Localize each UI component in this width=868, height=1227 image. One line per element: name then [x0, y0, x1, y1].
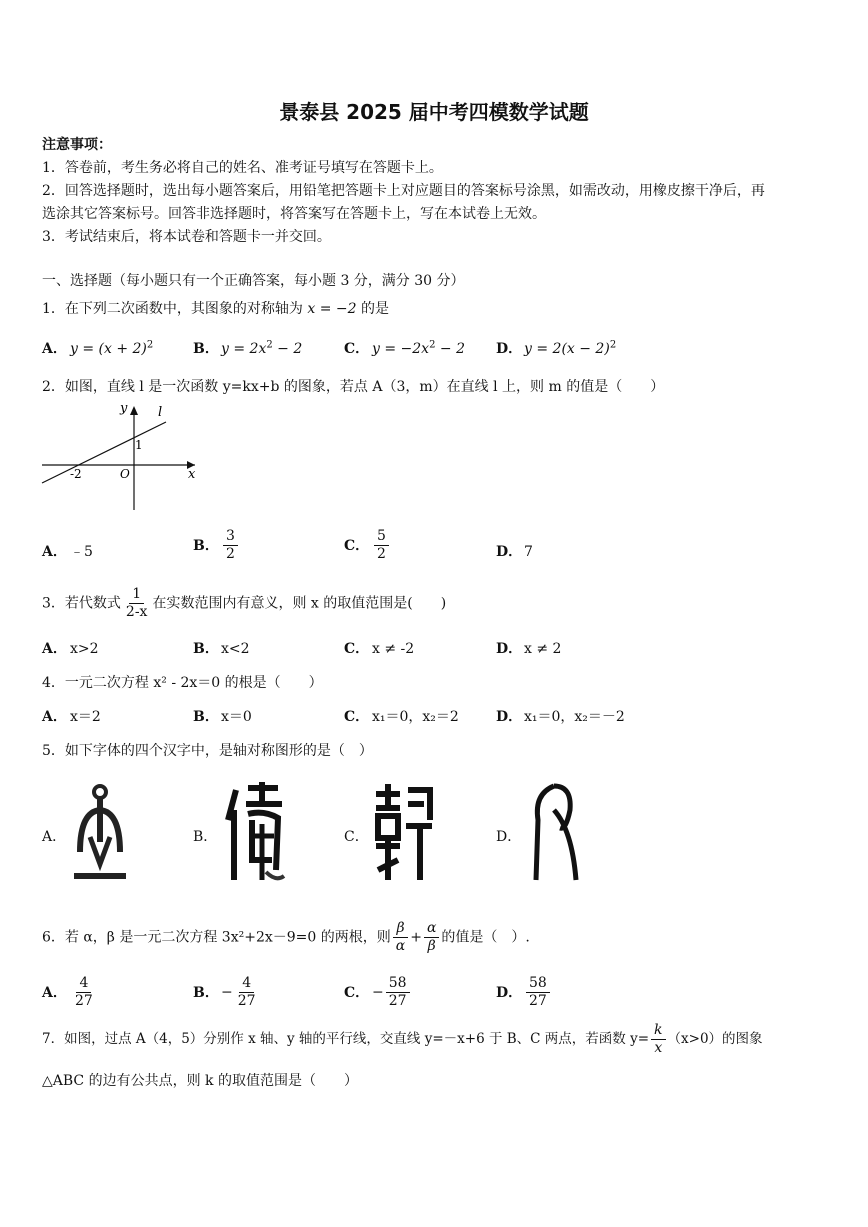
- option-label: C．: [344, 341, 370, 357]
- fraction: [393, 920, 408, 955]
- denominator: β: [427, 938, 436, 954]
- section-heading: 一、选择题（每小题只有一个正确答案，每小题 3 分，满分 30 分）: [42, 273, 465, 289]
- notice-heading: 注意事项：: [42, 137, 112, 153]
- option-label: B．: [193, 641, 219, 657]
- question-7-stem: [42, 1022, 763, 1057]
- q2-option-b: [193, 528, 240, 563]
- option-formula-tail: − 2: [435, 341, 465, 357]
- q1-stem-text: 1．在下列二次函数中，其图象的对称轴为: [42, 301, 303, 317]
- question-4-stem: 4．一元二次方程 x² - 2x＝0 的根是（ ）: [42, 675, 323, 691]
- numerator: k: [651, 1022, 665, 1040]
- option-label: D．: [496, 641, 523, 657]
- fraction: [424, 920, 439, 955]
- option-label: B．: [193, 341, 219, 357]
- origin-label: O: [120, 467, 130, 481]
- denominator: 2: [377, 546, 386, 562]
- option-label: D．: [496, 709, 523, 725]
- option-label: D．: [496, 984, 523, 1001]
- option-sign: −: [372, 984, 384, 1001]
- q1-option-a: [42, 338, 153, 358]
- q5-option-b-label: B．: [193, 829, 218, 845]
- denominator: α: [395, 938, 406, 954]
- numerator: β: [393, 920, 407, 938]
- line-l: [42, 422, 166, 483]
- q3-option-b: [193, 638, 250, 658]
- q7-stem-text: 7．如图，过点 A（4，5）分别作 x 轴、y 轴的平行线，交直线 y=－x+6 于 B、C 两点，若函数 y=: [42, 1031, 650, 1047]
- fraction: [526, 975, 550, 1010]
- option-label: A．: [42, 544, 67, 560]
- denominator: 27: [388, 993, 407, 1009]
- x-label: x: [188, 467, 196, 482]
- notice-item: 1．答卷前，考生务必将自己的姓名、准考证号填写在答题卡上。: [42, 160, 443, 176]
- option-formula-tail: − 2: [272, 341, 303, 357]
- seal-glyph-d: [526, 780, 581, 886]
- question-6-stem: [42, 920, 530, 955]
- option-label: C．: [344, 641, 370, 657]
- denominator: x: [654, 1040, 663, 1056]
- q6-option-c: [344, 975, 412, 1010]
- fraction: [386, 975, 410, 1010]
- option-label: B．: [193, 984, 219, 1001]
- option-label: C．: [344, 984, 370, 1001]
- fraction: [72, 975, 96, 1010]
- option-value: x₁＝0，x₂＝2: [372, 709, 459, 725]
- option-exponent: 2: [609, 339, 617, 351]
- line-label: l: [158, 405, 163, 420]
- q4-option-a: [42, 706, 101, 726]
- numerator: 5: [374, 528, 389, 546]
- q1-stem-math: x = −2: [307, 301, 357, 317]
- q2-graph: [40, 398, 200, 513]
- notice-item: 2．回答选择题时，选出每小题答案后，用铅笔把答题卡上对应题目的答案标号涂黑，如需改动，用橡皮擦干净后，再: [42, 183, 765, 199]
- y-label: y: [120, 401, 128, 416]
- question-1-stem: [42, 298, 389, 318]
- fraction: [123, 586, 151, 621]
- option-label: D．: [496, 544, 523, 560]
- option-formula: y = (x + 2): [70, 341, 147, 357]
- question-2-stem: 2．如图，直线 l 是一次函数 y=kx+b 的图象，若点 A（3，m）在直线 l 上，则 m 的值是（ ）: [42, 379, 665, 395]
- q7-stem-text-mid: （x>0）的图象: [667, 1031, 763, 1047]
- denominator: 2: [226, 546, 235, 562]
- option-sign: −: [221, 984, 233, 1001]
- fraction: [374, 528, 389, 563]
- numerator: 1: [129, 586, 144, 604]
- q4-option-d: [496, 706, 625, 726]
- q6-option-b: [193, 975, 261, 1010]
- q6-option-a: [42, 975, 98, 1010]
- option-label: A．: [42, 709, 67, 725]
- intercept-label: 1: [135, 438, 143, 452]
- option-value: x>2: [70, 641, 99, 657]
- q5-option-d-label: D．: [496, 829, 522, 845]
- q3-option-c: [344, 638, 414, 658]
- option-label: D．: [496, 341, 523, 357]
- q3-stem-text: 3．若代数式: [42, 595, 121, 612]
- seal-glyph-b: [222, 780, 287, 890]
- plus-sign: +: [410, 929, 422, 946]
- question-5-stem: 5．如下字体的四个汉字中，是轴对称图形的是（ ）: [42, 743, 373, 759]
- option-label: B．: [193, 709, 219, 725]
- option-value: x＝2: [70, 709, 101, 725]
- question-7-stem-line2: △ABC 的边有公共点，则 k 的取值范围是（ ）: [42, 1073, 358, 1089]
- option-value: 7: [524, 544, 533, 560]
- option-value: ﹣5: [70, 544, 93, 560]
- fraction: [651, 1022, 665, 1057]
- denominator: 27: [529, 993, 547, 1009]
- option-value: x<2: [221, 641, 250, 657]
- q2-option-a: [42, 541, 93, 561]
- option-label: C．: [344, 537, 370, 554]
- option-label: A．: [42, 984, 67, 1001]
- q5-option-c-label: C．: [344, 829, 369, 845]
- numerator: 58: [386, 975, 410, 993]
- seal-glyph-a: [70, 782, 130, 884]
- fraction: [235, 975, 259, 1010]
- q1-option-c: [344, 338, 465, 358]
- q6-stem-text-end: 的值是（ ）.: [441, 929, 530, 946]
- q4-option-c: [344, 706, 459, 726]
- q1-stem-text-end: 的是: [360, 301, 389, 317]
- option-formula: y = 2x: [221, 341, 267, 357]
- q5-option-a-label: A．: [42, 829, 67, 845]
- option-label: C．: [344, 709, 370, 725]
- option-label: A．: [42, 341, 67, 357]
- root-label: -2: [70, 467, 82, 481]
- denominator: 27: [75, 993, 93, 1009]
- q3-option-d: [496, 638, 561, 658]
- option-exponent: 2: [429, 339, 436, 351]
- option-exponent: 2: [266, 339, 273, 351]
- numerator: α: [424, 920, 439, 938]
- option-label: A．: [42, 641, 67, 657]
- option-value: x ≠ -2: [372, 641, 415, 657]
- denominator: 27: [237, 993, 256, 1009]
- notice-item: 3．考试结束后，将本试卷和答题卡一并交回。: [42, 229, 331, 245]
- numerator: 4: [239, 975, 254, 993]
- option-value: x ≠ 2: [524, 641, 562, 657]
- numerator: 58: [526, 975, 550, 993]
- notice-item: 选涂其它答案标号。回答非选择题时，将答案写在答题卡上，写在本试卷上无效。: [42, 206, 546, 222]
- seal-glyph-c: [372, 780, 434, 886]
- option-value: x＝0: [221, 709, 252, 725]
- denominator: 2-x: [125, 604, 148, 620]
- fraction: [223, 528, 238, 563]
- q2-option-c: [344, 528, 391, 563]
- option-exponent: 2: [146, 339, 154, 351]
- q6-option-d: [496, 975, 552, 1010]
- q1-option-d: [496, 338, 616, 358]
- option-label: B．: [193, 537, 219, 554]
- option-formula: y = −2x: [372, 341, 430, 357]
- page-title: 景泰县 2025 届中考四模数学试题: [279, 100, 589, 124]
- numerator: 4: [76, 975, 91, 993]
- q3-option-a: [42, 638, 99, 658]
- q3-stem-text-end: 在实数范围内有意义，则 x 的取值范围是( ): [152, 595, 447, 612]
- numerator: 3: [223, 528, 238, 546]
- q4-option-b: [193, 706, 252, 726]
- option-formula: y = 2(x − 2): [524, 341, 610, 357]
- option-value: x₁＝0，x₂＝－2: [524, 709, 625, 725]
- question-3-stem: [42, 586, 446, 621]
- q6-stem-text: 6．若 α，β 是一元二次方程 3x²+2x－9=0 的两根，则: [42, 929, 391, 946]
- y-axis-arrow: [130, 406, 138, 415]
- q1-option-b: [193, 338, 302, 358]
- q2-option-d: [496, 541, 533, 561]
